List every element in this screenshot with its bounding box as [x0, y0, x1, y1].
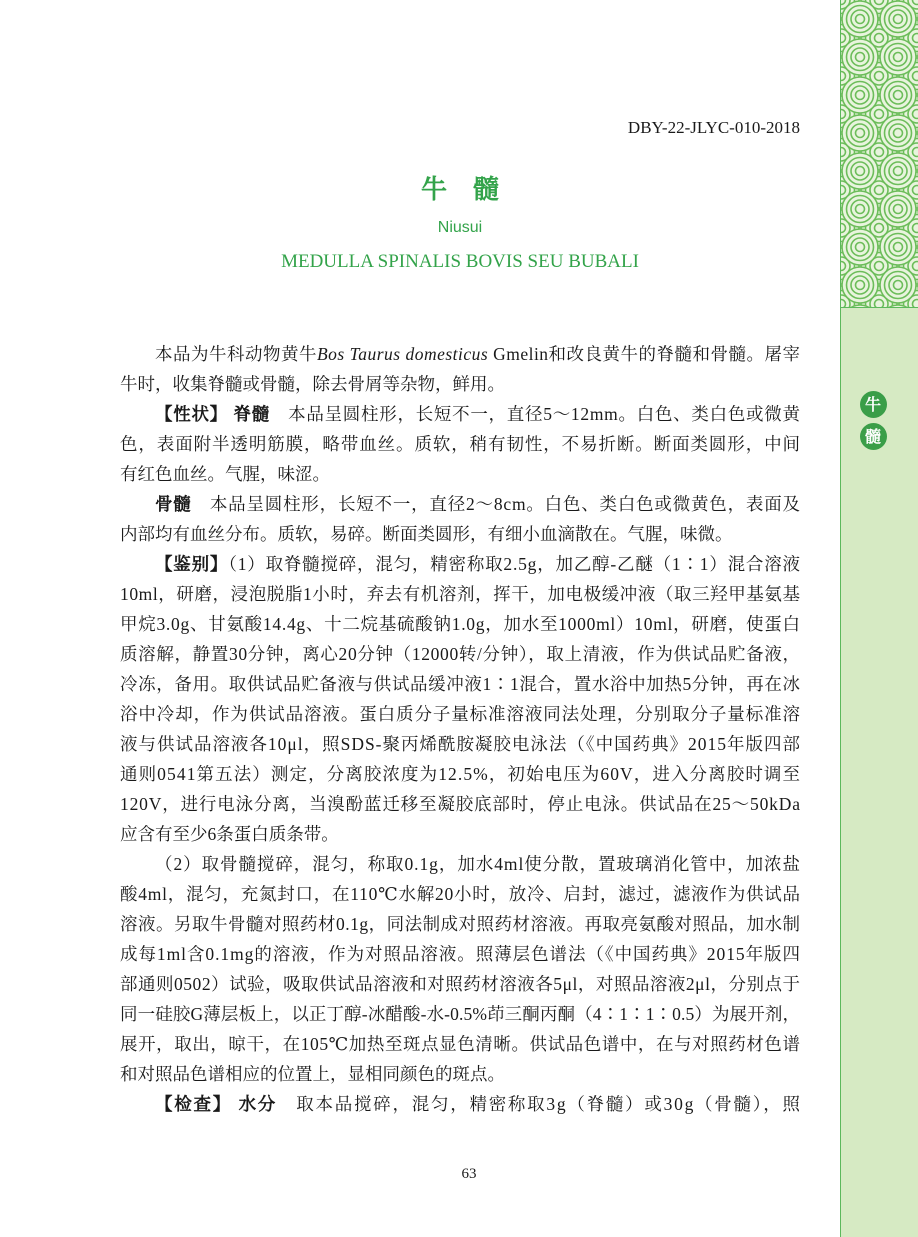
text-line [120, 399, 800, 429]
paragraph-identification-2 [120, 849, 800, 1089]
text-line [120, 609, 800, 639]
text-run: 甲烷3.0g、甘氨酸14.4g、十二烷基硫酸钠1.0g，加水至1000ml）10ml，研磨，使蛋白 [120, 614, 801, 634]
line-text [120, 519, 733, 549]
text-run: 浴中冷却，作为供试品溶液。蛋白质分子量标准溶液同法处理，分别取分子量标准溶 [120, 704, 801, 724]
paragraph-characteristics-spinal-cord [120, 399, 800, 489]
tab-char-1: 牛 [860, 391, 887, 418]
text-line [120, 879, 800, 909]
paragraph-source [120, 339, 800, 399]
page-number: 63 [461, 1166, 477, 1182]
monograph-title-pinyin: Niusui [437, 219, 483, 236]
text-line [120, 999, 800, 1029]
text-run: 取本品搅碎，混匀，精密称取3g（脊髓）或30g（骨髓），照 [277, 1094, 802, 1114]
text-run: （1）取脊髓搅碎，混匀，精密称取2.5g，加乙醇-乙醚（1∶1）混合溶液 [228, 554, 801, 574]
text-line [120, 1059, 800, 1089]
line-text [120, 639, 801, 669]
paragraph-identification-1 [120, 549, 800, 849]
text-line [120, 759, 800, 789]
text-line [120, 729, 800, 759]
text-line [120, 1029, 800, 1059]
line-text [120, 669, 801, 699]
line-text [120, 1059, 505, 1089]
monograph-body [120, 339, 800, 1119]
line-text [120, 939, 801, 969]
text-run: 有红色血丝。气腥，味涩。 [120, 464, 330, 484]
text-run: 120V，进行电泳分离，当溴酚蓝迁移至凝胶底部时，停止电泳。供试品在25～50kDa [120, 794, 801, 814]
text-line [120, 669, 800, 699]
text-line [120, 579, 800, 609]
line-text [120, 729, 801, 759]
latin-species-name: Bos Taurus domesticus [316, 344, 489, 364]
text-run: 应含有至少6条蛋白质条带。 [120, 824, 339, 844]
line-text [155, 489, 801, 519]
line-text [120, 429, 801, 459]
text-line [120, 459, 800, 489]
text-run: 10ml，研磨，浸泡脱脂1小时，弃去有机溶剂，挥干，加电极缓冲液（取三羟甲基氨基 [120, 584, 801, 604]
line-text [120, 789, 801, 819]
paragraph-characteristics-bone-marrow [120, 489, 800, 549]
line-text [155, 849, 801, 879]
text-run: 质溶解，静置30分钟，离心20分钟（12000转/分钟），取上清液，作为供试品贮备液， [120, 644, 801, 664]
text-run: 通则0541第五法）测定，分离胶浓度为12.5%，初始电压为60V，进入分离胶时调至 [120, 764, 802, 784]
text-line [120, 519, 800, 549]
side-thumb-tab [840, 0, 918, 1237]
line-text [155, 1089, 802, 1119]
line-text [120, 759, 801, 789]
text-line [120, 369, 800, 399]
text-run: 和对照品色谱相应的位置上，显相同颜色的斑点。 [120, 1064, 505, 1084]
text-run: 液与供试品溶液各10μl，照SDS-聚丙烯酰胺凝胶电泳法（《中国药典》2015年版四部 [120, 734, 801, 754]
text-run: 本品呈圆柱形，长短不一，直径5～12mm。白色、类白色或微黄 [269, 404, 801, 424]
text-run: 成每1ml含0.1mg的溶液，作为对照品溶液。照薄层色谱法（《中国药典》2015年版四 [120, 944, 801, 964]
text-line [120, 339, 800, 369]
text-line [120, 639, 800, 669]
text-run: 部通则0502）试验，吸取供试品溶液和对照药材溶液各5μl，对照品溶液2μl，分别点于 [120, 974, 801, 994]
band-divider [841, 307, 918, 308]
text-line [120, 909, 800, 939]
section-heading-characteristics: 【性状】 [155, 404, 228, 424]
paragraph-examination [120, 1089, 800, 1119]
line-text [120, 1029, 801, 1059]
line-text [155, 339, 801, 369]
tab-char-2: 髓 [860, 423, 887, 450]
line-text [120, 879, 801, 909]
text-line [120, 819, 800, 849]
text-run: 牛时，收集脊髓或骨髓，除去骨屑等杂物，鲜用。 [120, 374, 505, 394]
text-run: 色，表面附半透明筋膜，略带血丝。质软，稍有韧性，不易折断。断面类圆形，中间 [120, 434, 801, 454]
text-run: 同一硅胶G薄层板上，以正丁醇-冰醋酸-水-0.5%茚三酮丙酮（4∶1∶1∶0.5）为展开剂， [120, 1004, 801, 1024]
line-text [120, 819, 339, 849]
line-text [120, 969, 801, 999]
text-run: 本品为牛科动物黄牛 [155, 344, 317, 364]
text-run: （2）取骨髓搅碎，混匀，称取0.1g，加水4ml使分散，置玻璃消化管中，加浓盐 [155, 854, 801, 874]
monograph-title-latin: MEDULLA SPINALIS BOVIS SEU BUBALI [281, 251, 639, 272]
subheading-spinal-cord: 脊髓 [227, 404, 270, 424]
text-line [120, 849, 800, 879]
subheading-bone-marrow: 骨髓 [155, 494, 192, 514]
line-text [120, 369, 505, 399]
monograph-title-chinese: 牛 髓 [420, 175, 499, 205]
line-text [155, 399, 801, 429]
section-heading-examination: 【检查】 [155, 1094, 232, 1114]
line-text [120, 579, 801, 609]
text-line [120, 789, 800, 819]
line-text [155, 549, 801, 579]
text-run: 冷冻，备用。取供试品贮备液与供试品缓冲液1∶1混合，置水浴中加热5分钟，再在冰 [120, 674, 801, 694]
text-line [120, 969, 800, 999]
line-text [120, 699, 801, 729]
text-line [120, 429, 800, 459]
text-run: 展开，取出，晾干，在105℃加热至斑点显色清晰。供试品色谱中，在与对照药材色谱 [120, 1034, 801, 1054]
swirl-pattern-fill [841, 0, 918, 307]
swirl-pattern-decoration [841, 0, 918, 307]
line-text [120, 999, 800, 1029]
section-heading-identification: 【鉴别】 [155, 554, 229, 574]
document-code: DBY-22-JLYC-010-2018 [627, 118, 800, 137]
text-line [120, 549, 800, 579]
text-run: 酸4ml，混匀，充氮封口，在110℃水解20小时，放冷、启封，滤过，滤液作为供试品 [120, 884, 801, 904]
text-run: 本品呈圆柱形，长短不一，直径2～8cm。白色、类白色或微黄色，表面及 [191, 494, 801, 514]
text-line [120, 489, 800, 519]
text-run: 溶液。另取牛骨髓对照药材0.1g，同法制成对照药材溶液。再取亮氨酸对照品，加水制 [120, 914, 801, 934]
subheading-moisture: 水分 [231, 1094, 278, 1114]
text-line [120, 939, 800, 969]
text-run: 内部均有血丝分布。质软，易碎。断面类圆形，有细小血滴散在。气腥，味微。 [120, 524, 733, 544]
text-run: Gmelin和改良黄牛的脊髓和骨髓。屠宰 [488, 344, 801, 364]
line-text [120, 459, 330, 489]
line-text [120, 609, 801, 639]
text-line [120, 1089, 800, 1119]
text-line [120, 699, 800, 729]
line-text [120, 909, 801, 939]
